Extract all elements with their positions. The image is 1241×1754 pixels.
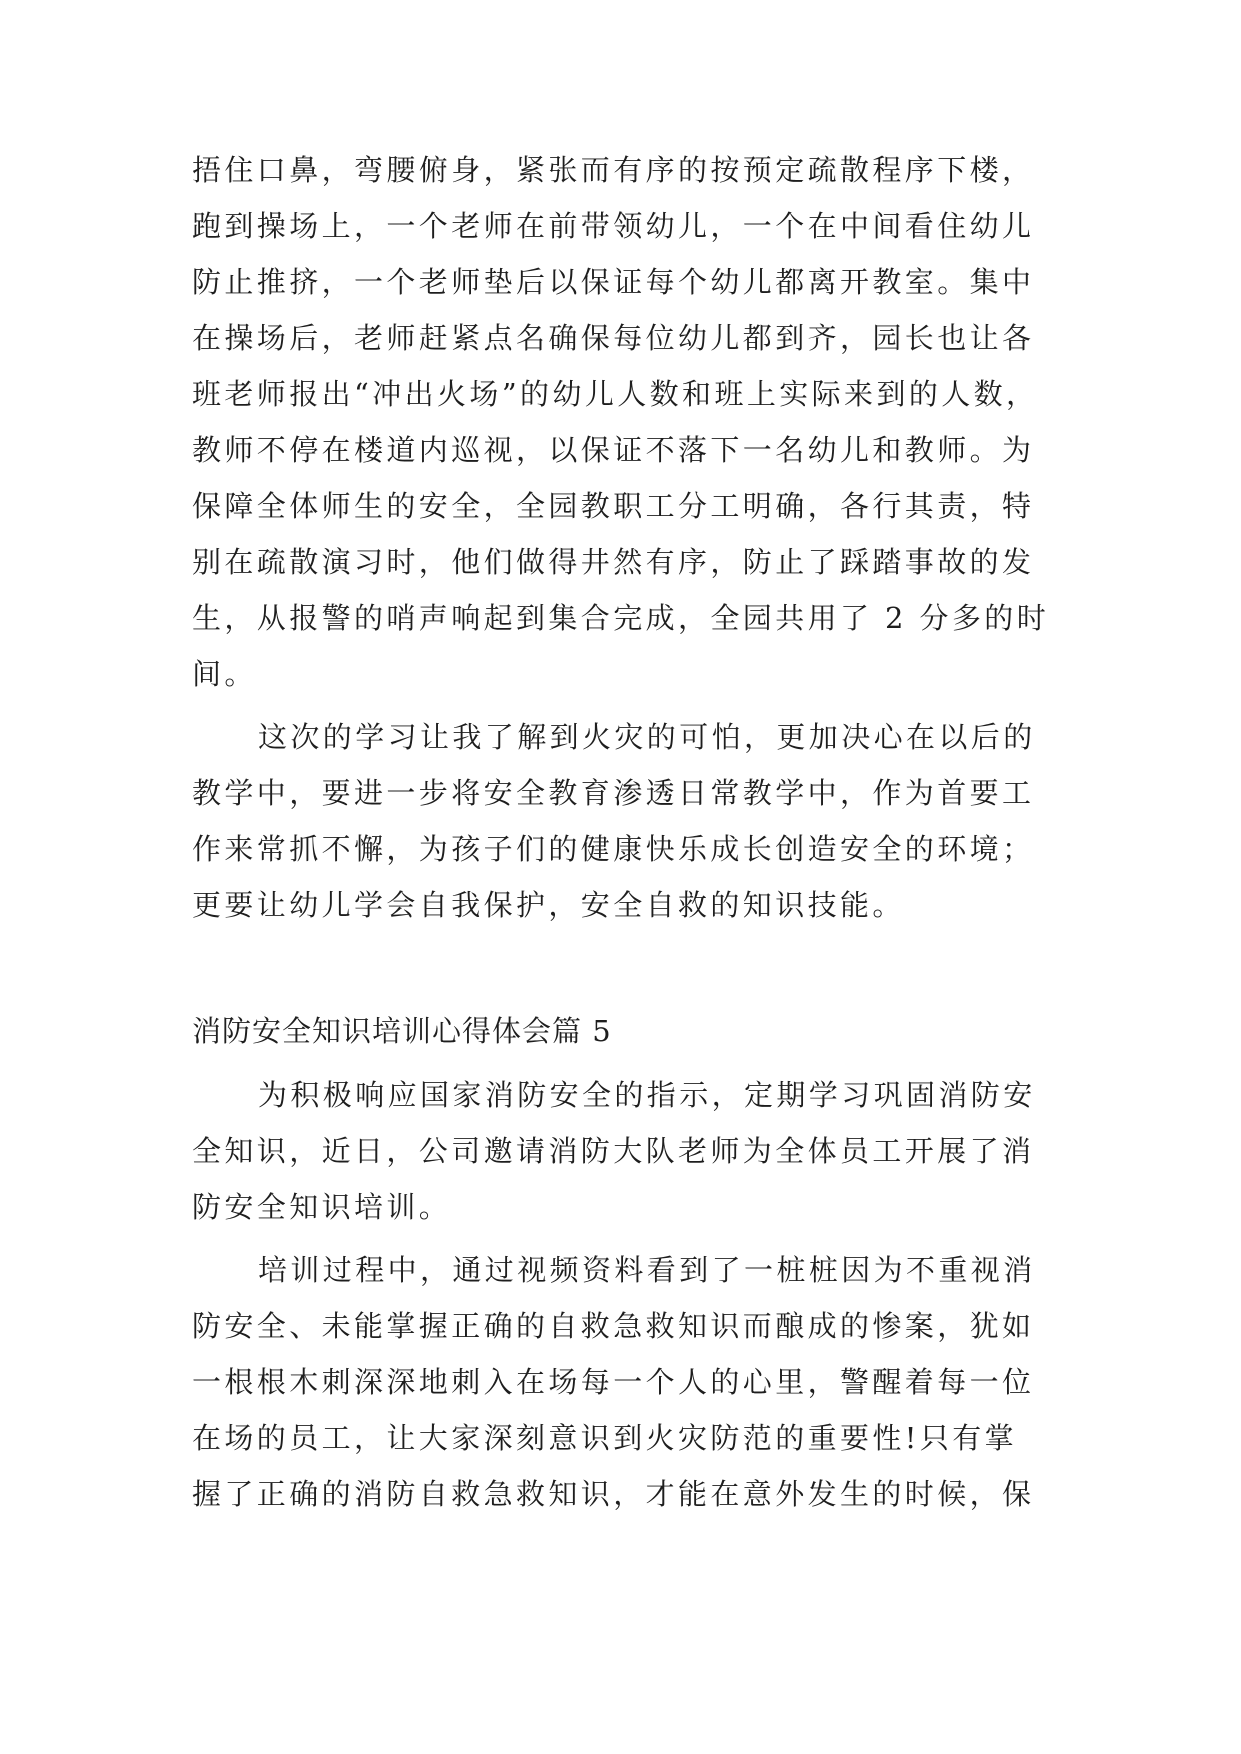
text-line: 捂住口鼻，弯腰俯身，紧张而有序的按预定疏散程序下楼， <box>192 153 1035 187</box>
text-line: 在操场后，老师赶紧点名确保每位幼儿都到齐，园长也让各 <box>192 321 1035 355</box>
text-line: 教学中，要进一步将安全教育渗透日常教学中，作为首要工 <box>192 776 1035 810</box>
text-line: 防止推挤，一个老师垫后以保证每个幼儿都离开教室。集中 <box>192 265 1035 299</box>
text-line: 全知识，近日，公司邀请消防大队老师为全体员工开展了消 <box>192 1134 1035 1168</box>
text-line: 别在疏散演习时，他们做得井然有序，防止了踩踏事故的发 <box>192 545 1035 579</box>
text-line: 班老师报出“冲出火场”的幼儿人数和班上实际来到的人数， <box>192 377 1039 411</box>
paragraph-first-line: 这次的学习让我了解到火灾的可怕，更加决心在以后的 <box>258 720 1036 754</box>
text-line: 间。 <box>192 657 257 691</box>
text-line: 跑到操场上，一个老师在前带领幼儿，一个在中间看住幼儿 <box>192 209 1035 243</box>
text-line: 更要让幼儿学会自我保护，安全自救的知识技能。 <box>192 888 905 922</box>
text-line: 教师不停在楼道内巡视，以保证不落下一名幼儿和教师。为 <box>192 433 1035 467</box>
text-line: 握了正确的消防自救急救知识，才能在意外发生的时候，保 <box>192 1477 1035 1511</box>
text-line: 防安全知识培训。 <box>192 1190 452 1224</box>
text-line: 在场的员工，让大家深刻意识到火灾防范的重要性!只有掌 <box>192 1421 1018 1455</box>
section-heading: 消防安全知识培训心得体会篇 5 <box>192 1014 612 1048</box>
paragraph-first-line: 为积极响应国家消防安全的指示，定期学习巩固消防安 <box>258 1078 1036 1112</box>
text-line: 防安全、未能掌握正确的自救急救知识而酿成的惨案，犹如 <box>192 1309 1035 1343</box>
paragraph-first-line: 培训过程中，通过视频资料看到了一桩桩因为不重视消 <box>258 1253 1036 1287</box>
text-line: 作来常抓不懈，为孩子们的健康快乐成长创造安全的环境； <box>192 832 1035 866</box>
text-line: 生，从报警的哨声响起到集合完成，全园共用了 2 分多的时 <box>192 601 1050 635</box>
text-line: 保障全体师生的安全，全园教职工分工明确，各行其责，特 <box>192 489 1035 523</box>
text-line: 一根根木刺深深地刺入在场每一个人的心里，警醒着每一位 <box>192 1365 1035 1399</box>
